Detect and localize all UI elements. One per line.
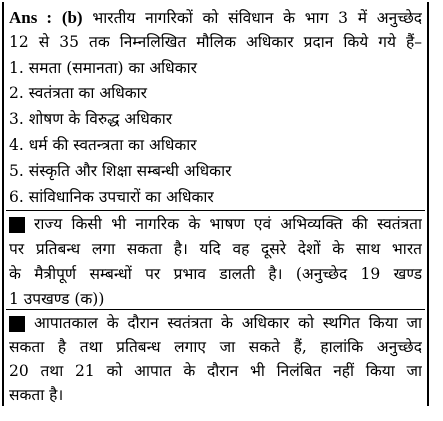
answer-intro-text-1: भारतीय नागरिकों को संविधान के भाग 3 में अनुच्छेद <box>92 9 422 27</box>
note-2-line-1: आपातकाल के दौरान स्वतंत्रता के अधिकार को स्थगित किया जा <box>34 314 422 332</box>
note-2-line-3: 20 तथा 21 को आपात के दौरान भी निलंबित नहीं किया जा <box>9 362 422 380</box>
separator-2 <box>6 309 425 310</box>
right-item-6: 6. सांविधानिक उपचारों का अधिकार <box>9 188 214 206</box>
right-item-4: 4. धर्म की स्वतन्त्रता का अधिकार <box>9 136 197 154</box>
note-1-line-1: राज्य किसी भी नागरिक के भाषण एवं अभिव्यक्ति की स्वतंत्रता <box>34 215 422 233</box>
answer-label: Ans : <box>9 8 53 27</box>
answer-box <box>2 2 429 406</box>
note-2-line-2: सकता है तथा प्रतिबन्ध लगाए जा सकते हैं, हालांकि अनुच्छेद <box>9 338 422 356</box>
note-1-line-3: के मैत्रीपूर्ण सम्बन्धों पर प्रभाव डालती है। (अनुच्छेद 19 खण्ड <box>9 265 422 283</box>
note-1-line-2: पर प्रतिबन्ध लगा सकता है। यदि वह दूसरे देशों के साथ भारत <box>9 240 422 258</box>
bullet-square-icon <box>9 316 25 332</box>
right-item-3: 3. शोषण के विरुद्ध अधिकार <box>9 110 173 128</box>
answer-intro-line-2 <box>9 30 422 54</box>
answer-option: (b) <box>61 8 83 27</box>
right-item-2: 2. स्वतंत्रता का अधिकार <box>9 84 148 102</box>
answer-intro-text-2: 12 से 35 तक निम्नलिखित मौलिक अधिकार प्रदान किये गये हैं– <box>9 33 422 51</box>
note-1-line-4: 1 उपखण्ड (क)) <box>9 290 105 308</box>
bullet-square-icon <box>9 217 25 233</box>
right-item-1: 1. समता (समानता) का अधिकार <box>9 59 197 77</box>
separator-1 <box>6 210 425 211</box>
right-item-5: 5. संस्कृति और शिक्षा सम्बन्धी अधिकार <box>9 162 232 180</box>
answer-intro-line-1 <box>9 6 422 30</box>
note-2-line-4: सकता है। <box>9 386 64 404</box>
